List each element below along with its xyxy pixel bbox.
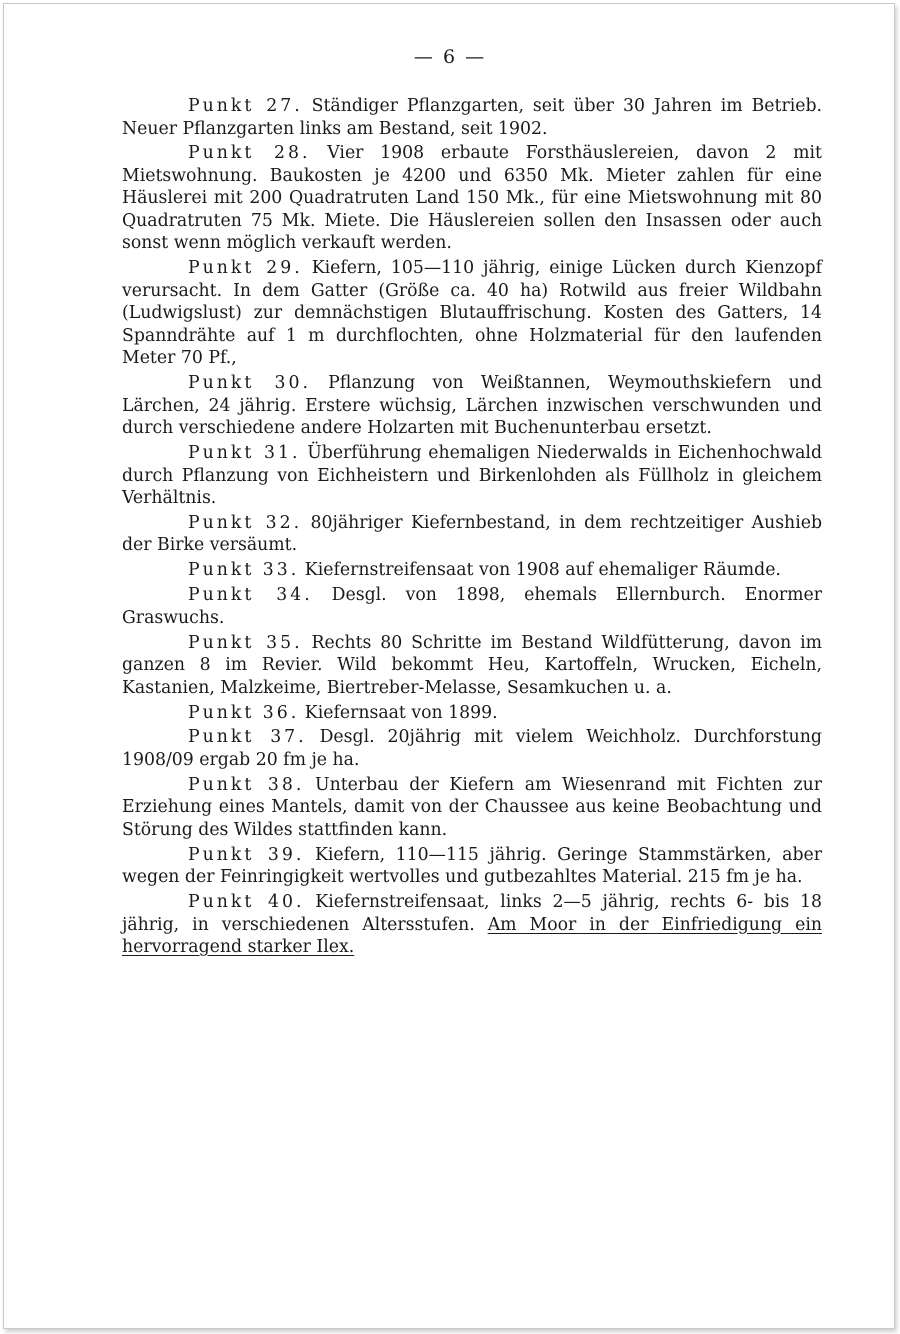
paragraph-label: Punkt 34. bbox=[188, 585, 313, 606]
paragraph-label: Punkt 27. bbox=[188, 96, 303, 116]
paragraph-text: Kiefernsaat von 1899. bbox=[304, 702, 498, 723]
paragraph-punkt-29 bbox=[122, 257, 822, 370]
paragraph-punkt-32 bbox=[122, 512, 822, 557]
paragraph-label: Punkt 29. bbox=[188, 258, 303, 279]
paragraph-label: Punkt 32. bbox=[188, 512, 303, 533]
paragraph-label: Punkt 28. bbox=[188, 143, 311, 164]
paragraph-text: Kiefern, 110—115 jährig. Geringe Stammstärken, aber wegen der Feinringigkeit wertvolles und gutbezahltes Material. 215 fm je ha. bbox=[122, 844, 822, 888]
paragraph-text: Pflanzung von Weißtannen, Weymouthskiefern und Lärchen, 24 jährig. Erstere wüchsig, Lärchen inzwischen verschwunden und durch verschiedene andere Holzarten mit Buchenunterbau ersetzt. bbox=[122, 373, 823, 439]
paragraph-text: Rechts 80 Schritte im Bestand Wildfütterung, davon im ganzen 8 im Revier. Wild bekommt Heu, Kartoffeln, Wrucken, Eicheln, Kastanien, Malzkeime, Biertreber-Melasse, Sesamkuchen u. a. bbox=[122, 632, 823, 698]
paragraph-punkt-39 bbox=[122, 844, 822, 889]
paragraph-punkt-30 bbox=[122, 372, 822, 440]
paragraph-text: Vier 1908 erbaute Forsthäuslereien, davon 2 mit Mietswohnung. Baukosten je 4200 und 6350 Mk. Mieter zahlen für eine Häuslerei mit 200 Quadratruten Land 150 Mk., für eine Mietswohnung mit 80 Quadratruten 75 Mk. Miete. Die Häuslereien sollen den Insassen oder auch sonst wenn möglich verkauft werden. bbox=[122, 143, 823, 254]
paragraph-text: Ständiger Pflanzgarten, seit über 30 Jahren im Betrieb. Neuer Pflanzgarten links am Bestand, seit 1902. bbox=[122, 96, 823, 139]
paragraph-punkt-36 bbox=[122, 702, 822, 725]
page-number: — 6 — bbox=[413, 46, 487, 68]
paragraph-text: 80jähriger Kiefernbestand, in dem rechtzeitiger Aushieb der Birke versäumt. bbox=[122, 512, 823, 556]
paragraph-punkt-28 bbox=[122, 142, 822, 255]
paragraph-punkt-27 bbox=[122, 95, 822, 140]
paragraph-label: Punkt 38. bbox=[188, 774, 305, 795]
paragraph-text: Desgl. von 1898, ehemals Ellernburch. Enormer Graswuchs. bbox=[122, 585, 822, 628]
paragraph-label: Punkt 40. bbox=[188, 892, 305, 913]
paragraph-label: Punkt 35. bbox=[188, 632, 303, 653]
paragraph-punkt-40 bbox=[122, 891, 822, 959]
paragraph-text: Unterbau der Kiefern am Wiesenrand mit Fichten zur Erziehung eines Mantels, damit von der Chaussee aus keine Beobachtung und Störung des Wildes stattfinden kann. bbox=[122, 774, 823, 840]
paragraph-text: Kiefernstreifensaat, links 2—5 jährig, rechts 6- bis 18 jährig, in verschiedenen Altersstufen. bbox=[122, 892, 823, 935]
paragraph-label: Punkt 37. bbox=[188, 727, 307, 748]
paragraph-text: Kiefern, 105—110 jährig, einige Lücken durch Kienzopf verursacht. In dem Gatter (Größe ca. 40 ha) Rotwild aus freier Wildbahn (Ludwigslust) zur demnächstigen Blutauffrischung. Kosten des Gatters, 14 Spanndrähte auf 1 m durchflochten, ohne Holzmaterial für den laufenden Meter 70 Pf., bbox=[122, 258, 822, 369]
underlined-remark: Am Moor in der Einfriedigung ein hervorragend starker Ilex. bbox=[122, 914, 822, 958]
paragraph-label: Punkt 39. bbox=[188, 844, 305, 865]
paragraph-text: Desgl. 20jährig mit vielem Weichholz. Durchforstung 1908/09 ergab 20 fm je ha. bbox=[122, 727, 822, 770]
paragraph-punkt-33 bbox=[122, 559, 822, 582]
paragraph-punkt-38 bbox=[122, 774, 822, 842]
paragraph-label: Punkt 31. bbox=[188, 443, 301, 464]
paragraph-punkt-35 bbox=[122, 632, 822, 700]
paragraph-label: Punkt 30. bbox=[188, 373, 311, 394]
paragraph-punkt-34 bbox=[122, 584, 822, 629]
document-body bbox=[122, 95, 822, 961]
paragraph-label: Punkt 36. bbox=[188, 702, 300, 723]
paragraph-punkt-31 bbox=[122, 442, 822, 510]
paragraph-label: Punkt 33. bbox=[188, 560, 300, 581]
paragraph-text: Kiefernstreifensaat von 1908 auf ehemaliger Räumde. bbox=[304, 560, 781, 581]
paragraph-text: Überführung ehemaligen Niederwalds in Eichenhochwald durch Pflanzung von Eichheistern und Birkenlohden als Füllholz in gleichem Verhältnis. bbox=[122, 443, 823, 509]
paragraph-punkt-37 bbox=[122, 726, 822, 771]
